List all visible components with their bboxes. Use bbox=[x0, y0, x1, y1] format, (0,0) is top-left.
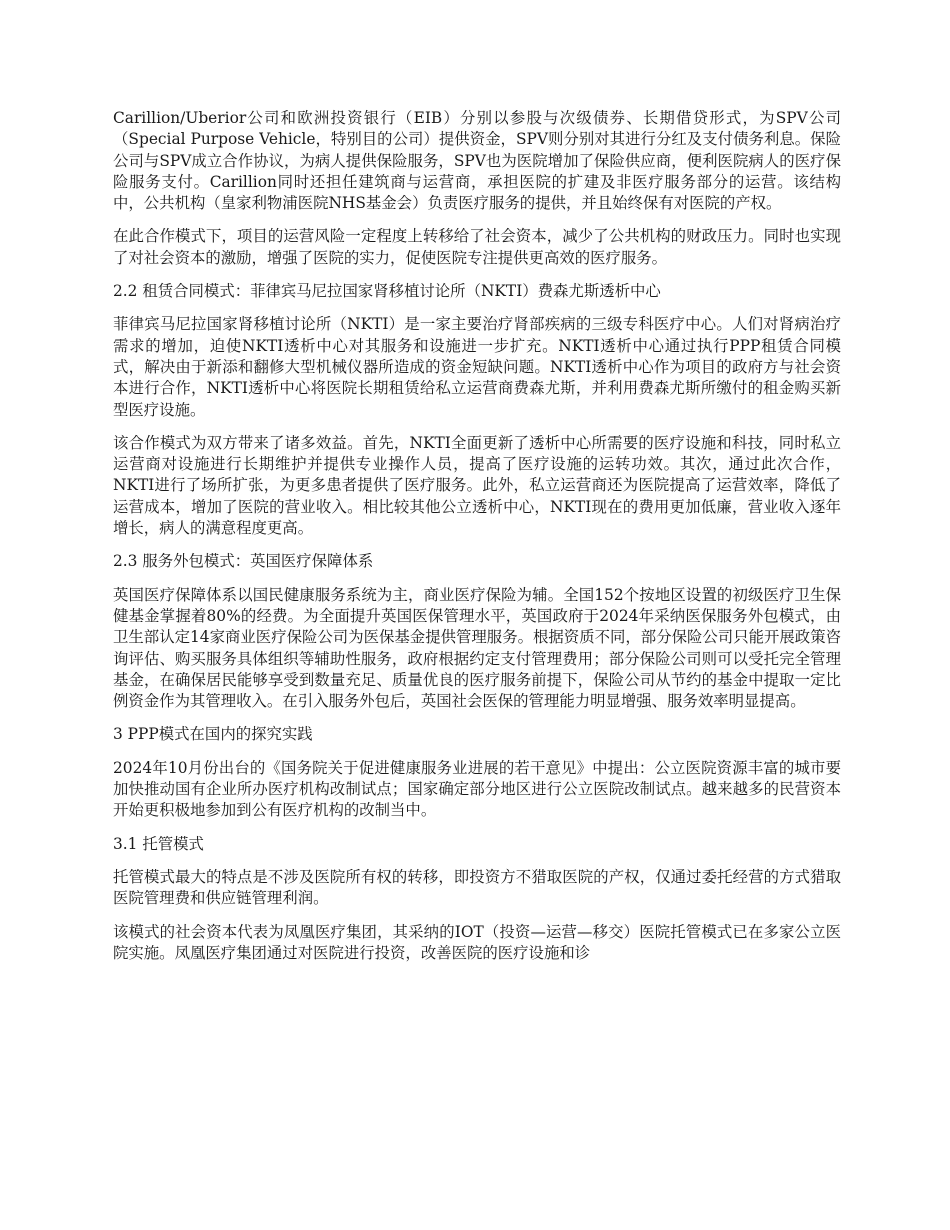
heading-2-2-lease-model: 2.2 租赁合同模式：菲律宾马尼拉国家肾移植讨论所（NKTI）费森尤斯透析中心 bbox=[113, 282, 661, 301]
paragraph-carillion-structure: Carillion/Uberior公司和欧洲投资银行（EIB）分别以参股与次级债券、长期借贷形式，为SPV公司（Special Purpose Vehicle，特别目的公司）提供资金，SPV则分别对其进行分红及支付债务利息。保险公司与SPV成立合作协议，为病人提供保险服务，SPV也为医院增加了保险供应商，便利医院病人的医疗保险服务支付。Carillion同时还担任建筑商与运营商，承担医院的扩建及非医疗服务部分的运营。该结构中，公共机构（皇家利物浦医院NHS基金会）负责医疗服务的提供，并且始终保有对医院的产权。 bbox=[113, 109, 841, 213]
heading-2-3-outsourcing-model: 2.3 服务外包模式：英国医疗保障体系 bbox=[113, 552, 374, 571]
heading-3-1-trusteeship: 3.1 托管模式 bbox=[113, 834, 204, 853]
paragraph-state-council-opinion: 2024年10月份出台的《国务院关于促进健康服务业进展的若干意见》中提出：公立医院资源丰富的城市要加快推动国有企业所办医疗机构改制试点；国家确定部分地区进行公立医院改制试点。越来越多的民营资本开始更积极地参加到公有医疗机构的改制当中。 bbox=[113, 758, 841, 820]
paragraph-phoenix-healthcare: 该模式的社会资本代表为凤凰医疗集团，其采纳的IOT（投资—运营—移交）医院托管模式已在多家公立医院实施。凤凰医疗集团通过对医院进行投资，改善医院的医疗设施和诊 bbox=[113, 922, 841, 962]
heading-3-domestic-practice: 3 PPP模式在国内的探究实践 bbox=[113, 725, 313, 744]
paragraph-nkti-benefits: 该合作模式为双方带来了诸多效益。首先，NKTI全面更新了透析中心所需要的医疗设施和科技，同时私立运营商对设施进行长期维护并提供专业操作人员，提高了医疗设施的运转功效。其次，通过此次合作，NKTI进行了场所扩张，为更多患者提供了医疗服务。此外，私立运营商还为医院提高了运营效率，降低了运营成本，增加了医院的营业收入。相比较其他公立透析中心，NKTI现在的费用更加低廉，营业收入逐年增长，病人的满意程度更高。 bbox=[113, 433, 841, 538]
paragraph-trusteeship-feature: 托管模式最大的特点是不涉及医院所有权的转移，即投资方不猎取医院的产权，仅通过委托经营的方式猎取医院管理费和供应链管理利润。 bbox=[113, 867, 841, 908]
paragraph-nkti-intro: 菲律宾马尼拉国家肾移植讨论所（NKTI）是一家主要治疗肾部疾病的三级专科医疗中心。人们对肾病治疗需求的增加，迫使NKTI透析中心对其服务和设施进一步扩充。NKTI透析中心通过执行PPP租赁合同模式，解决由于新添和翻修大型机械仪器所造成的资金短缺问题。NKTI透析中心作为项目的政府方与社会资本进行合作，NKTI透析中心将医院长期租赁给私立运营商费森尤斯，并利用费森尤斯所缴付的租金购买新型医疗设施。 bbox=[113, 315, 841, 419]
paragraph-risk-transfer: 在此合作模式下，项目的运营风险一定程度上转移给了社会资本，减少了公共机构的财政压力。同时也实现了对社会资本的激励，增强了医院的实力，促使医院专注提供更高效的医疗服务。 bbox=[113, 227, 841, 267]
document-page bbox=[113, 108, 841, 976]
paragraph-uk-healthcare: 英国医疗保障体系以国民健康服务系统为主，商业医疗保险为辅。全国152个按地区设置的初级医疗卫生保健基金掌握着80%的经费。为全面提升英国医保管理水平，英国政府于2024年采纳医保服务外包模式，由卫生部认定14家商业医疗保险公司为医保基金提供管理服务。根据资质不同，部分保险公司只能开展政策咨询评估、购买服务具体组织等辅助性服务，政府根据约定支付管理费用；部分保险公司则可以受托完全管理基金，在确保居民能够享受到数量充足、质量优良的医疗服务前提下，保险公司从节约的基金中提取一定比例资金作为其管理收入。在引入服务外包后，英国社会医保的管理能力明显增强、服务效率明显提高。 bbox=[113, 585, 841, 711]
